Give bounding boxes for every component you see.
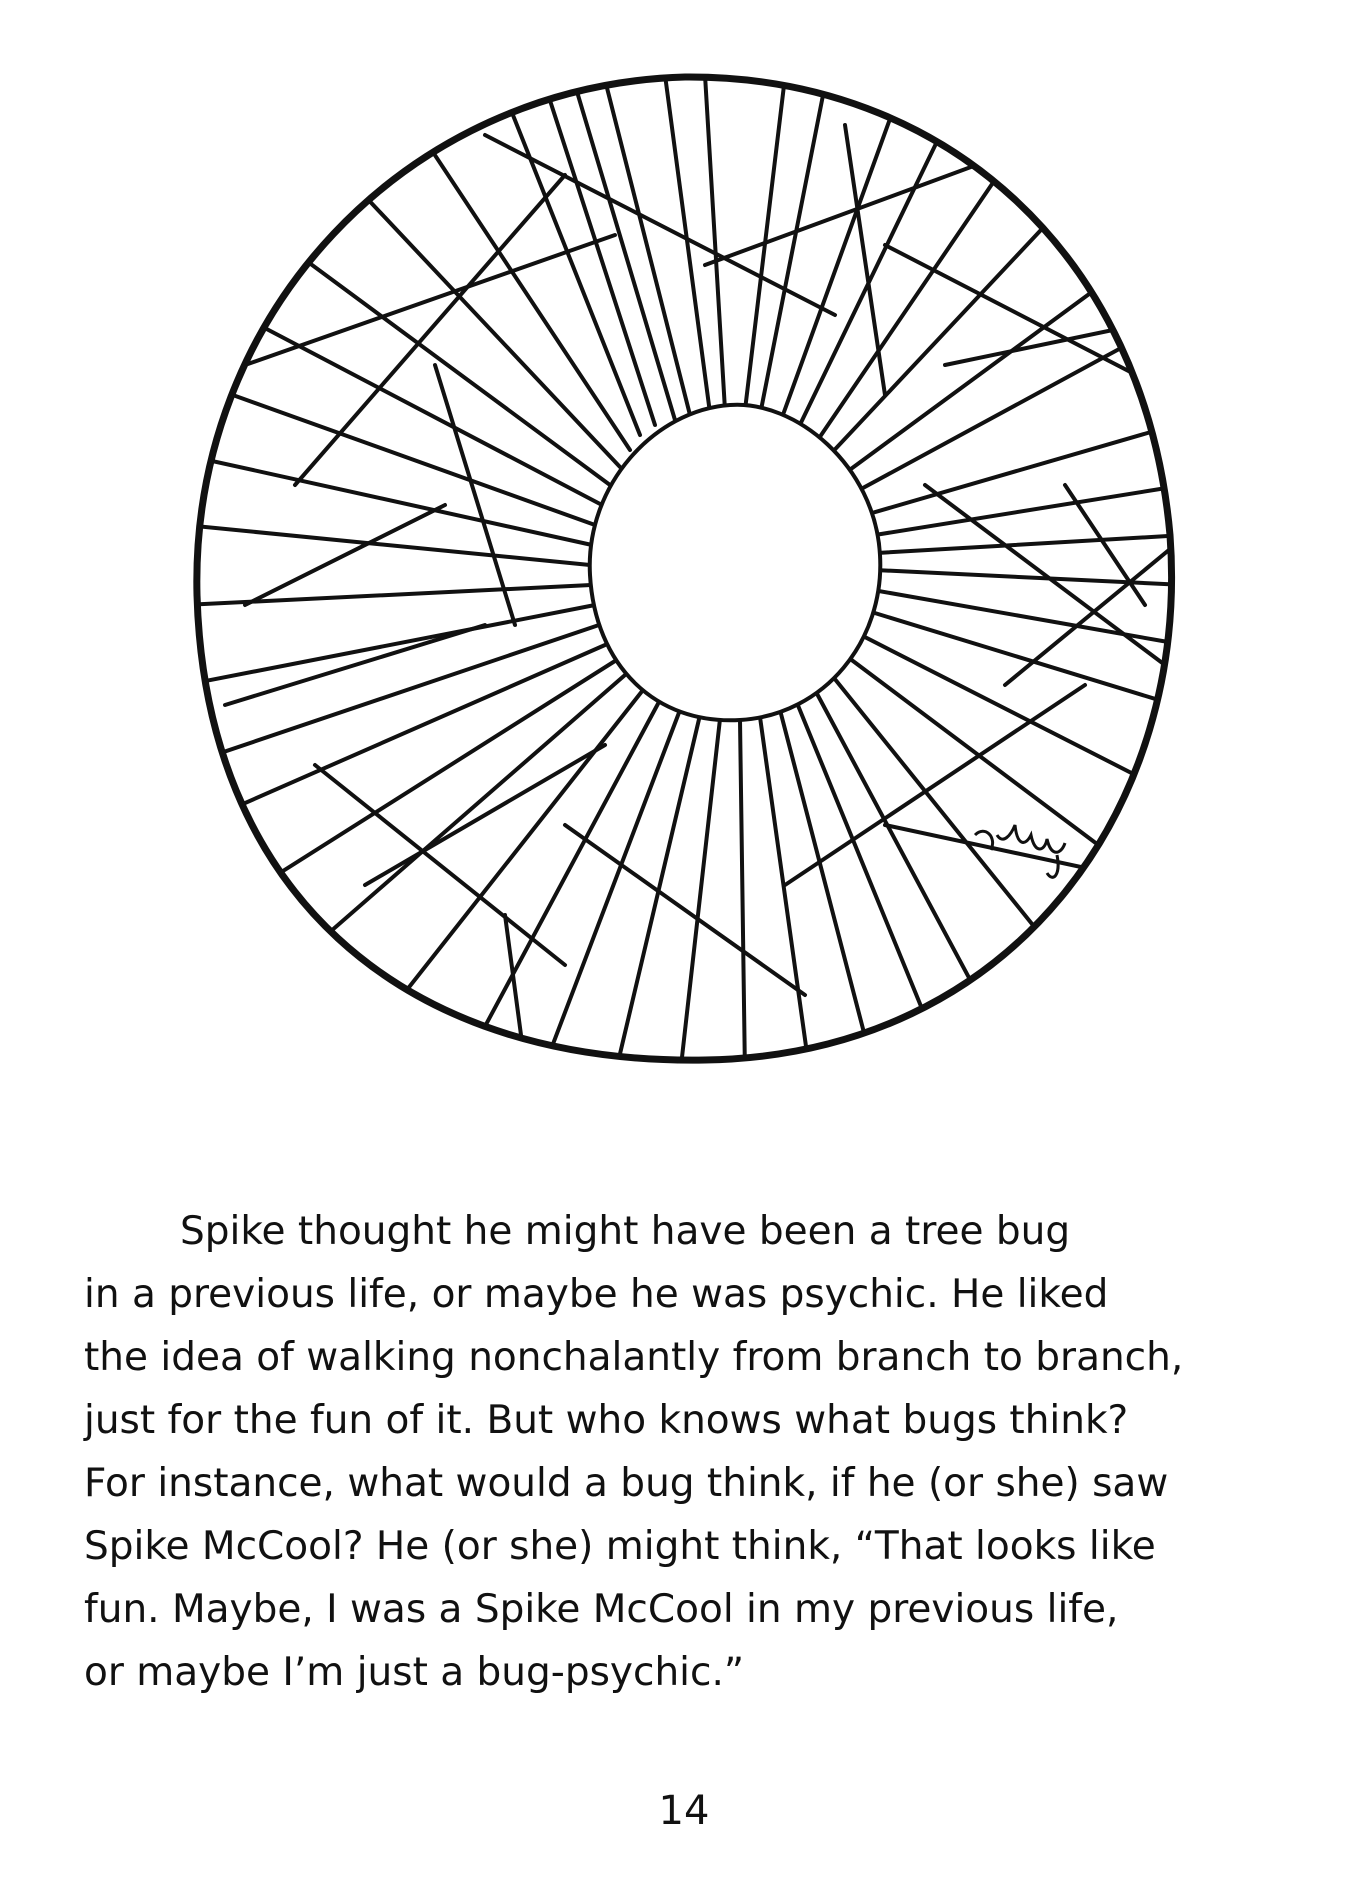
- story-line: fun. Maybe, I was a Spike McCool in my previous life,: [84, 1587, 1119, 1632]
- center-clearing: [590, 405, 881, 721]
- story-line: the idea of walking nonchalantly from branch to branch,: [84, 1335, 1184, 1380]
- story-line: Spike thought he might have been a tree bug: [180, 1209, 1071, 1254]
- story-line: or maybe I’m just a bug-psychic.”: [84, 1650, 745, 1695]
- tree-branches-illustration: [185, 65, 1185, 1075]
- story-line: just for the fun of it. But who knows what bugs think?: [84, 1398, 1129, 1443]
- story-line: Spike McCool? He (or she) might think, “That looks like: [84, 1524, 1156, 1569]
- page-number: 14: [658, 1788, 710, 1834]
- story-line: in a previous life, or maybe he was psychic. He liked: [84, 1272, 1109, 1317]
- story-paragraph: [84, 1200, 1304, 1704]
- story-line: For instance, what would a bug think, if he (or she) saw: [84, 1461, 1169, 1506]
